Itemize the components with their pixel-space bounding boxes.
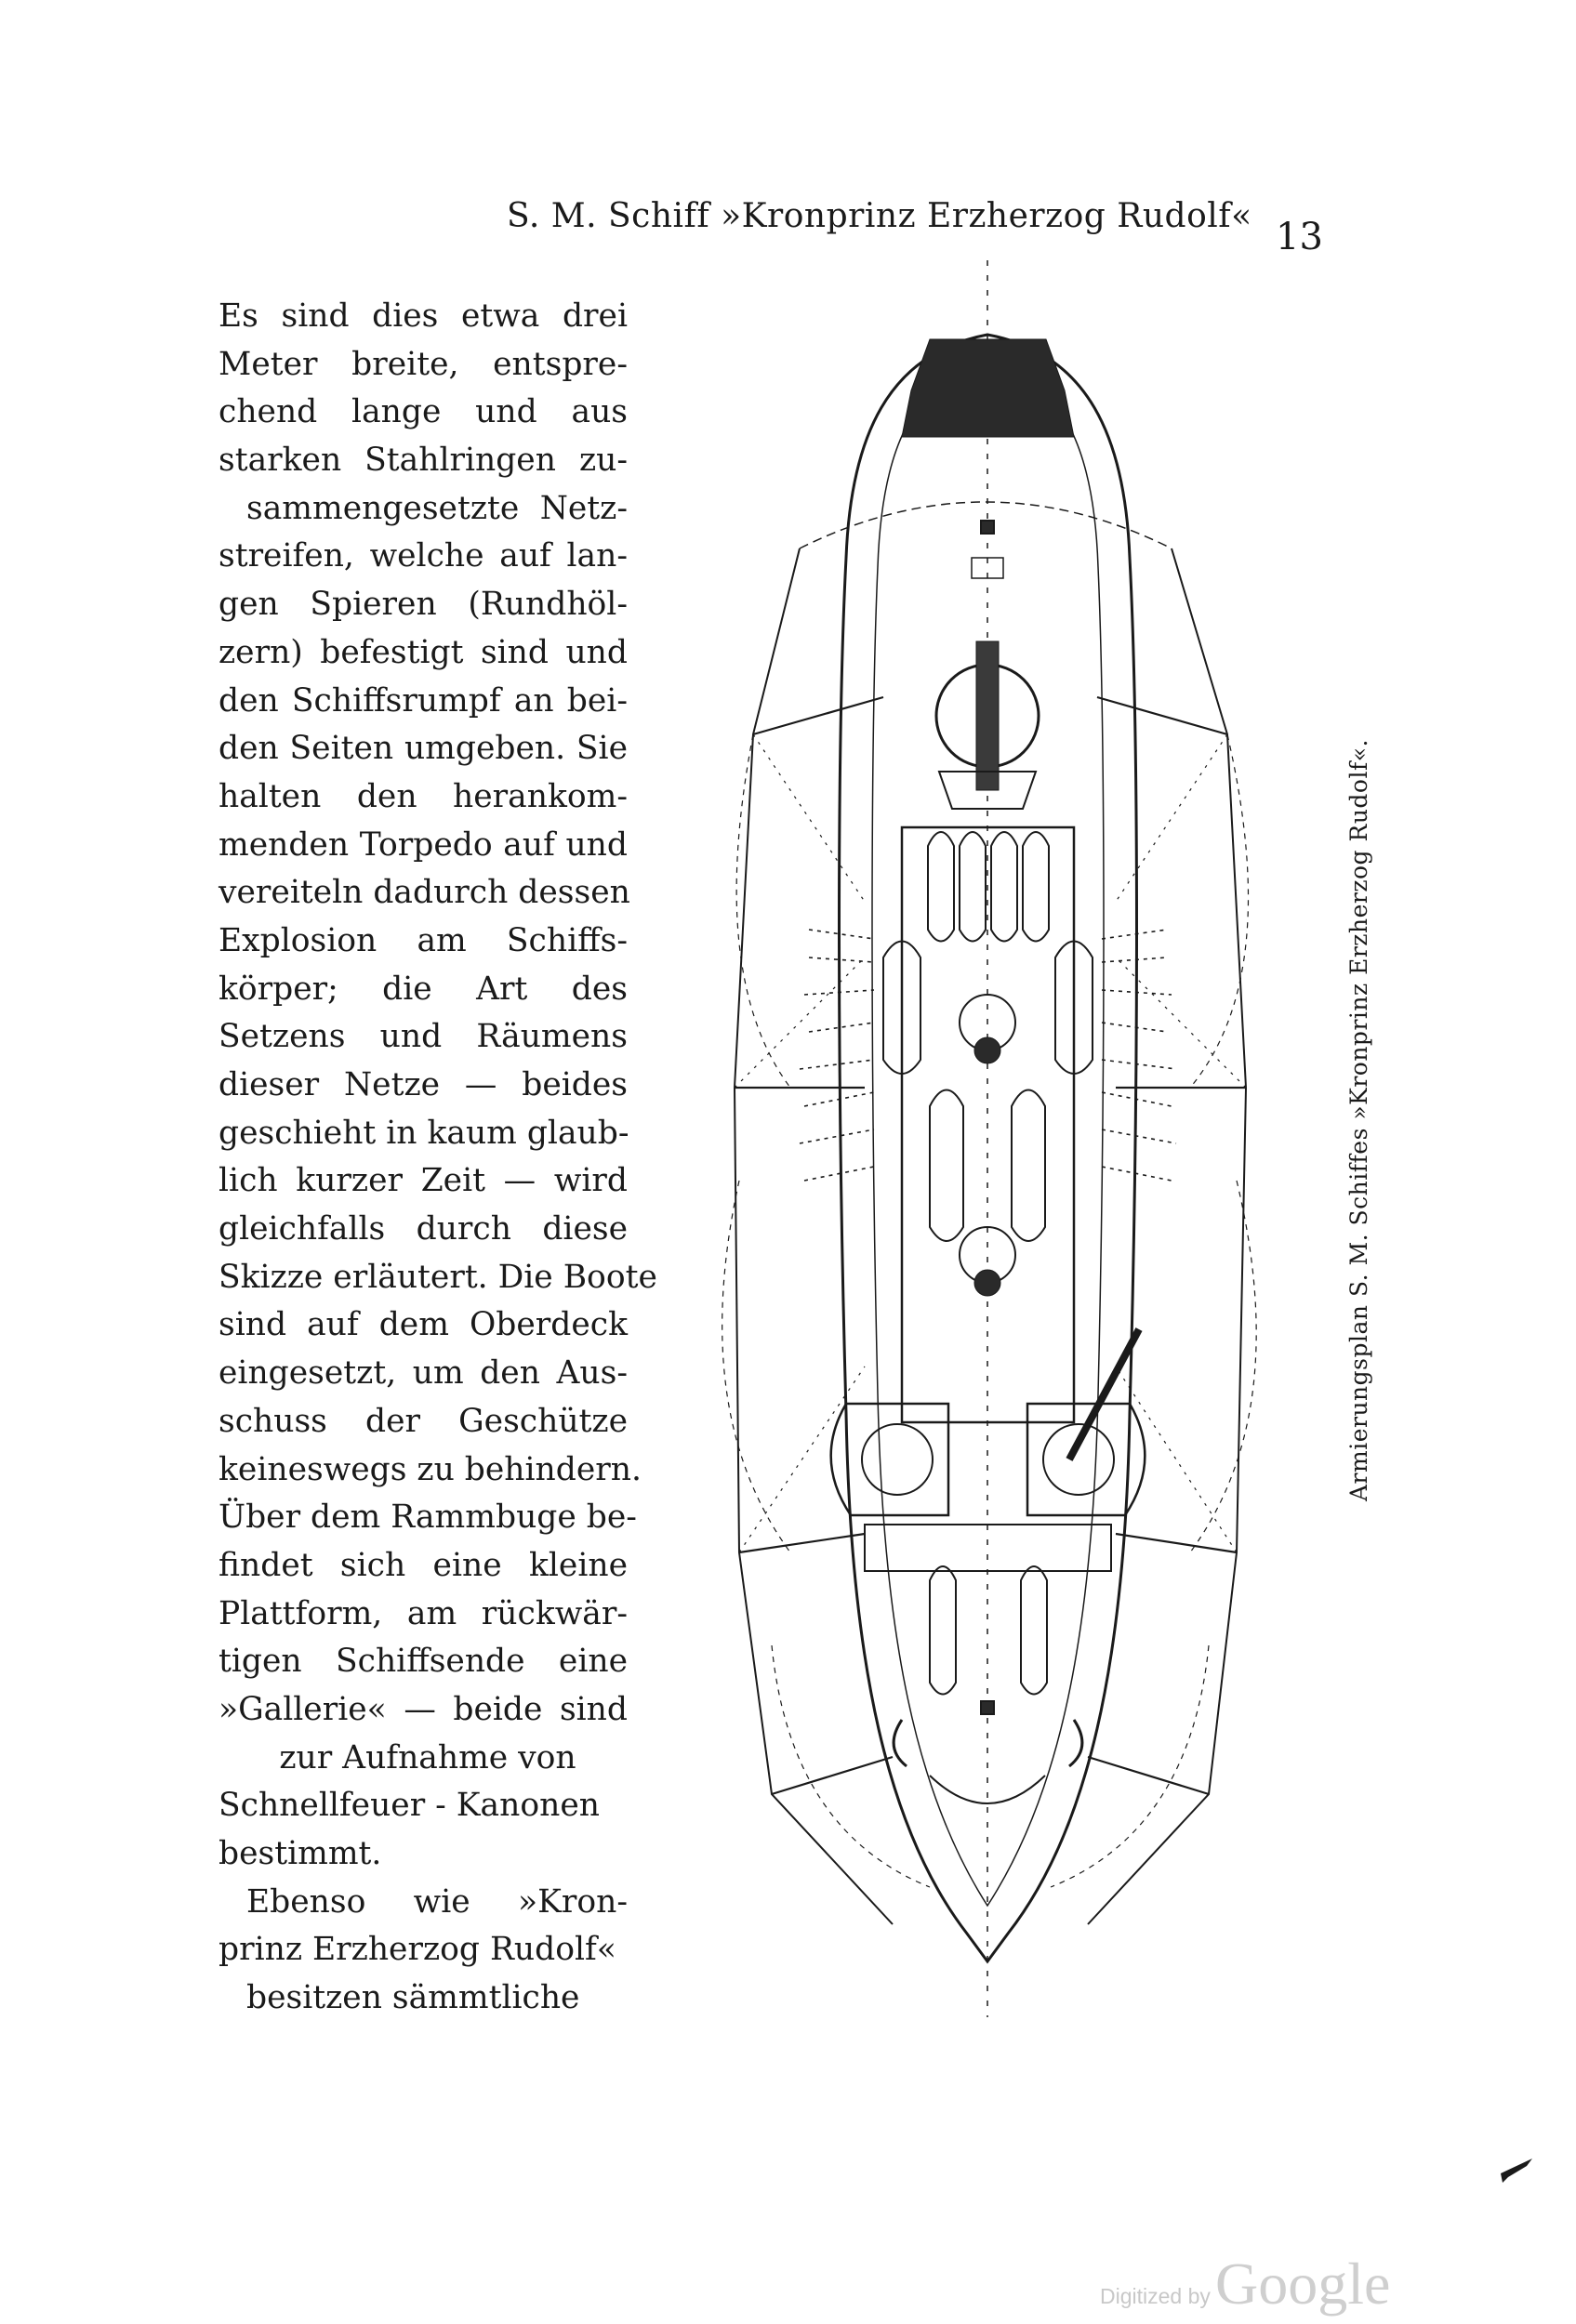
forward-gun	[976, 641, 999, 790]
bow-platform	[902, 339, 1074, 437]
text-line: sammengesetzte Netz-	[246, 489, 628, 527]
mast-aft	[974, 1270, 1000, 1296]
body-text	[219, 293, 657, 2023]
mast-forward	[974, 1037, 1000, 1063]
text-line: Es sind dies etwa drei	[219, 297, 628, 335]
text-line: Skizze erläutert. Die Boote	[219, 1258, 657, 1296]
text-line: Plattform, am rückwär-	[219, 1594, 628, 1632]
text-line: prinz Erzherzog Rudolf«	[219, 1931, 616, 1969]
text-line: sind auf dem Oberdeck	[219, 1306, 628, 1344]
net-frame-left	[735, 548, 893, 1924]
boat	[991, 832, 1017, 942]
text-line: chend lange und aus	[219, 393, 628, 431]
text-line: körper; die Art des	[219, 970, 628, 1008]
text-line: tigen Schiffsende eine	[219, 1643, 628, 1681]
deck-hatch	[981, 1701, 994, 1714]
stern-fittings	[894, 1720, 1082, 1766]
ink-smudge-mark	[1499, 2157, 1536, 2185]
text-line: schuss der Geschütze	[219, 1402, 628, 1440]
text-line: »Gallerie« — beide sind	[219, 1690, 628, 1728]
text-line: den Schiffsrumpf an bei-	[219, 681, 628, 720]
text-line: streifen, welche auf lan-	[219, 537, 628, 575]
boat	[930, 1090, 963, 1242]
text-line: lich kurzer Zeit — wird	[219, 1162, 628, 1200]
text-line: gleichfalls durch diese	[219, 1210, 628, 1248]
aft-deck-band	[865, 1525, 1111, 1571]
text-line: Über dem Rammbuge be-	[219, 1499, 637, 1537]
starboard-net-lines	[1102, 930, 1176, 1181]
text-line: Meter breite, entspre-	[219, 345, 628, 383]
text-line: Schnellfeuer - Kanonen	[219, 1787, 600, 1825]
port-barbette	[862, 1424, 933, 1495]
net-frame-right	[1088, 548, 1246, 1924]
text-line: Explosion am Schiffs-	[219, 921, 628, 959]
figure-caption: Armierungsplan S. M. Schiffes »Kronprinz Erzherzog Rudolf«.	[1345, 739, 1372, 1501]
text-line: gen Spieren (Rundhöl-	[219, 586, 628, 624]
boat	[1021, 1566, 1047, 1695]
text-line: eingesetzt, um den Aus-	[219, 1354, 628, 1393]
text-line: besitzen sämmtliche	[246, 1979, 580, 2017]
boat	[960, 832, 986, 942]
text-line: bestimmt.	[219, 1835, 382, 1872]
text-line: halten den herankom-	[219, 777, 628, 815]
google-logo: Google	[1214, 2251, 1391, 2317]
boom-arc	[722, 1181, 790, 1552]
text-line: den Seiten umgeben. Sie	[219, 730, 628, 768]
page-number: 13	[1276, 216, 1323, 258]
boat	[928, 832, 954, 942]
text-line: keineswegs zu behindern.	[219, 1450, 642, 1488]
text-line: vereiteln dadurch dessen	[219, 874, 630, 912]
text-line: Setzens und Räumens	[219, 1018, 628, 1056]
boom-arc	[1190, 734, 1249, 1088]
port-net-lines	[800, 930, 874, 1181]
digitized-watermark	[1100, 2250, 1390, 2318]
text-line: starken Stahlringen zu-	[219, 442, 628, 480]
deck-hatch	[981, 521, 994, 534]
boat	[1023, 832, 1049, 942]
text-line: zur Aufnahme von	[279, 1738, 576, 1776]
text-line: menden Torpedo auf und	[219, 825, 628, 864]
text-line: zern) befestigt sind und	[219, 633, 628, 671]
digitized-by-label: Digitized by	[1100, 2284, 1211, 2308]
boat	[1012, 1090, 1045, 1242]
text-line: findet sich eine kleine	[219, 1546, 628, 1584]
boom-arc	[1051, 1645, 1209, 1887]
running-header: S. M. Schiff »Kronprinz Erzherzog Rudolf«	[507, 197, 1252, 235]
text-line: Ebenso wie »Kron-	[246, 1882, 628, 1921]
text-line: dieser Netze — beides	[219, 1066, 628, 1103]
ship-armament-plan-figure	[651, 251, 1302, 2017]
boat	[930, 1566, 956, 1695]
text-line: geschieht in kaum glaub-	[219, 1114, 629, 1152]
